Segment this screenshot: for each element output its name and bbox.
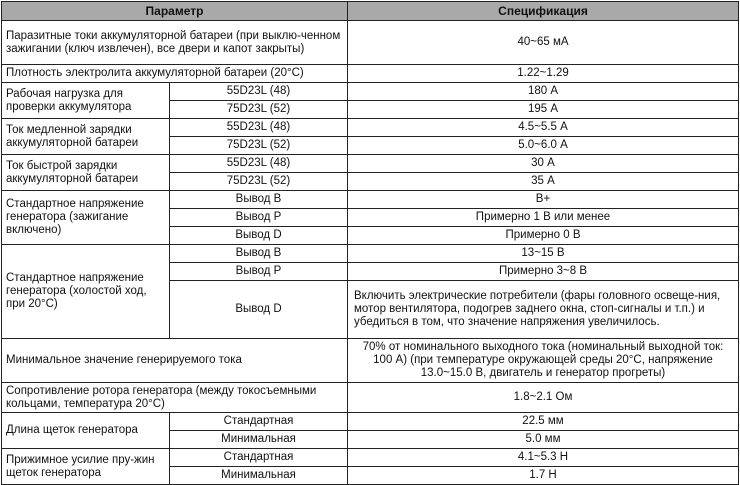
spec-value: 22.5 мм bbox=[348, 413, 739, 431]
table-row bbox=[2, 119, 739, 137]
param-label: Прижимное усилие пру-жин щеток генератора bbox=[2, 449, 170, 485]
table-row bbox=[2, 449, 739, 467]
sub-param: Вывод Р bbox=[170, 263, 348, 281]
table-row bbox=[2, 65, 739, 83]
sub-param: 75D23L (52) bbox=[170, 101, 348, 119]
table-row bbox=[2, 191, 739, 209]
spec-value: 195 А bbox=[348, 101, 739, 119]
table-row bbox=[2, 21, 739, 65]
table-row bbox=[2, 413, 739, 431]
spec-value: 5.0~6.0 А bbox=[348, 137, 739, 155]
param-label: Сопротивление ротора генератора (между токосъемными кольцами, температура 20°C) bbox=[2, 383, 348, 413]
param-label: Стандартное напряжение генератора (зажигание включено) bbox=[2, 191, 170, 245]
sub-param: 75D23L (52) bbox=[170, 173, 348, 191]
param-label: Длина щеток генератора bbox=[2, 413, 170, 449]
spec-value: 1.8~2.1 Ом bbox=[348, 383, 739, 413]
spec-value: Примерно 1 В или менее bbox=[348, 209, 739, 227]
header-param: Параметр bbox=[2, 2, 348, 21]
sub-param: 55D23L (48) bbox=[170, 119, 348, 137]
spec-value: 1.22~1.29 bbox=[348, 65, 739, 83]
spec-value: Примерно 3~8 В bbox=[348, 263, 739, 281]
header-spec: Спецификация bbox=[348, 2, 739, 21]
table-row bbox=[2, 383, 739, 413]
spec-value: 70% от номинального выходного тока (номинальный выходной ток: 100 А) (при температуре окружающей среды 20°C, напряжение 13.0~15.0 В, двигатель и генератор прогреты) bbox=[348, 339, 739, 383]
sub-param: 75D23L (52) bbox=[170, 137, 348, 155]
param-label: Ток быстрой зарядки аккумуляторной батареи bbox=[2, 155, 170, 191]
sub-param: Стандартная bbox=[170, 413, 348, 431]
param-label: Плотность электролита аккумуляторной батареи (20°C) bbox=[2, 65, 348, 83]
sub-param: Вывод D bbox=[170, 281, 348, 339]
table-row bbox=[2, 245, 739, 263]
sub-param: Минимальная bbox=[170, 467, 348, 485]
spec-value: 40~65 мА bbox=[348, 21, 739, 65]
spec-table bbox=[1, 1, 739, 485]
spec-value: 180 А bbox=[348, 83, 739, 101]
spec-value: 4.5~5.5 А bbox=[348, 119, 739, 137]
param-label: Паразитные токи аккумуляторной батареи (при выклю-ченном зажигании (ключ извлечен), все двери и капот закрыты) bbox=[2, 21, 348, 65]
table-row bbox=[2, 83, 739, 101]
spec-value: Примерно 0 В bbox=[348, 227, 739, 245]
spec-value: 13~15 В bbox=[348, 245, 739, 263]
spec-value: Включить электрические потребители (фары головного освеще-ния, мотор вентилятора, подогрев заднего окна, стоп-сигналы и т.п.) и убедиться в том, что значение напряжения увеличилось. bbox=[348, 281, 739, 339]
sub-param: Вывод D bbox=[170, 227, 348, 245]
param-label: Ток медленной зарядки аккумуляторной батареи bbox=[2, 119, 170, 155]
sub-param: Стандартная bbox=[170, 449, 348, 467]
spec-value: 1.7 Н bbox=[348, 467, 739, 485]
spec-value: 4.1~5.3 Н bbox=[348, 449, 739, 467]
spec-value: 30 А bbox=[348, 155, 739, 173]
sub-param: Вывод В bbox=[170, 245, 348, 263]
param-label: Стандартное напряжение генератора (холостой ход, при 20°C) bbox=[2, 245, 170, 339]
header-row bbox=[2, 2, 739, 21]
spec-value: 5.0 мм bbox=[348, 431, 739, 449]
table-row bbox=[2, 155, 739, 173]
param-label: Минимальное значение генерируемого тока bbox=[2, 339, 348, 383]
sub-param: Вывод Р bbox=[170, 209, 348, 227]
sub-param: Вывод В bbox=[170, 191, 348, 209]
param-label: Рабочая нагрузка для проверки аккумулятора bbox=[2, 83, 170, 119]
sub-param: 55D23L (48) bbox=[170, 155, 348, 173]
sub-param: 55D23L (48) bbox=[170, 83, 348, 101]
spec-value: В+ bbox=[348, 191, 739, 209]
sub-param: Минимальная bbox=[170, 431, 348, 449]
spec-value: 35 А bbox=[348, 173, 739, 191]
table-row bbox=[2, 339, 739, 383]
